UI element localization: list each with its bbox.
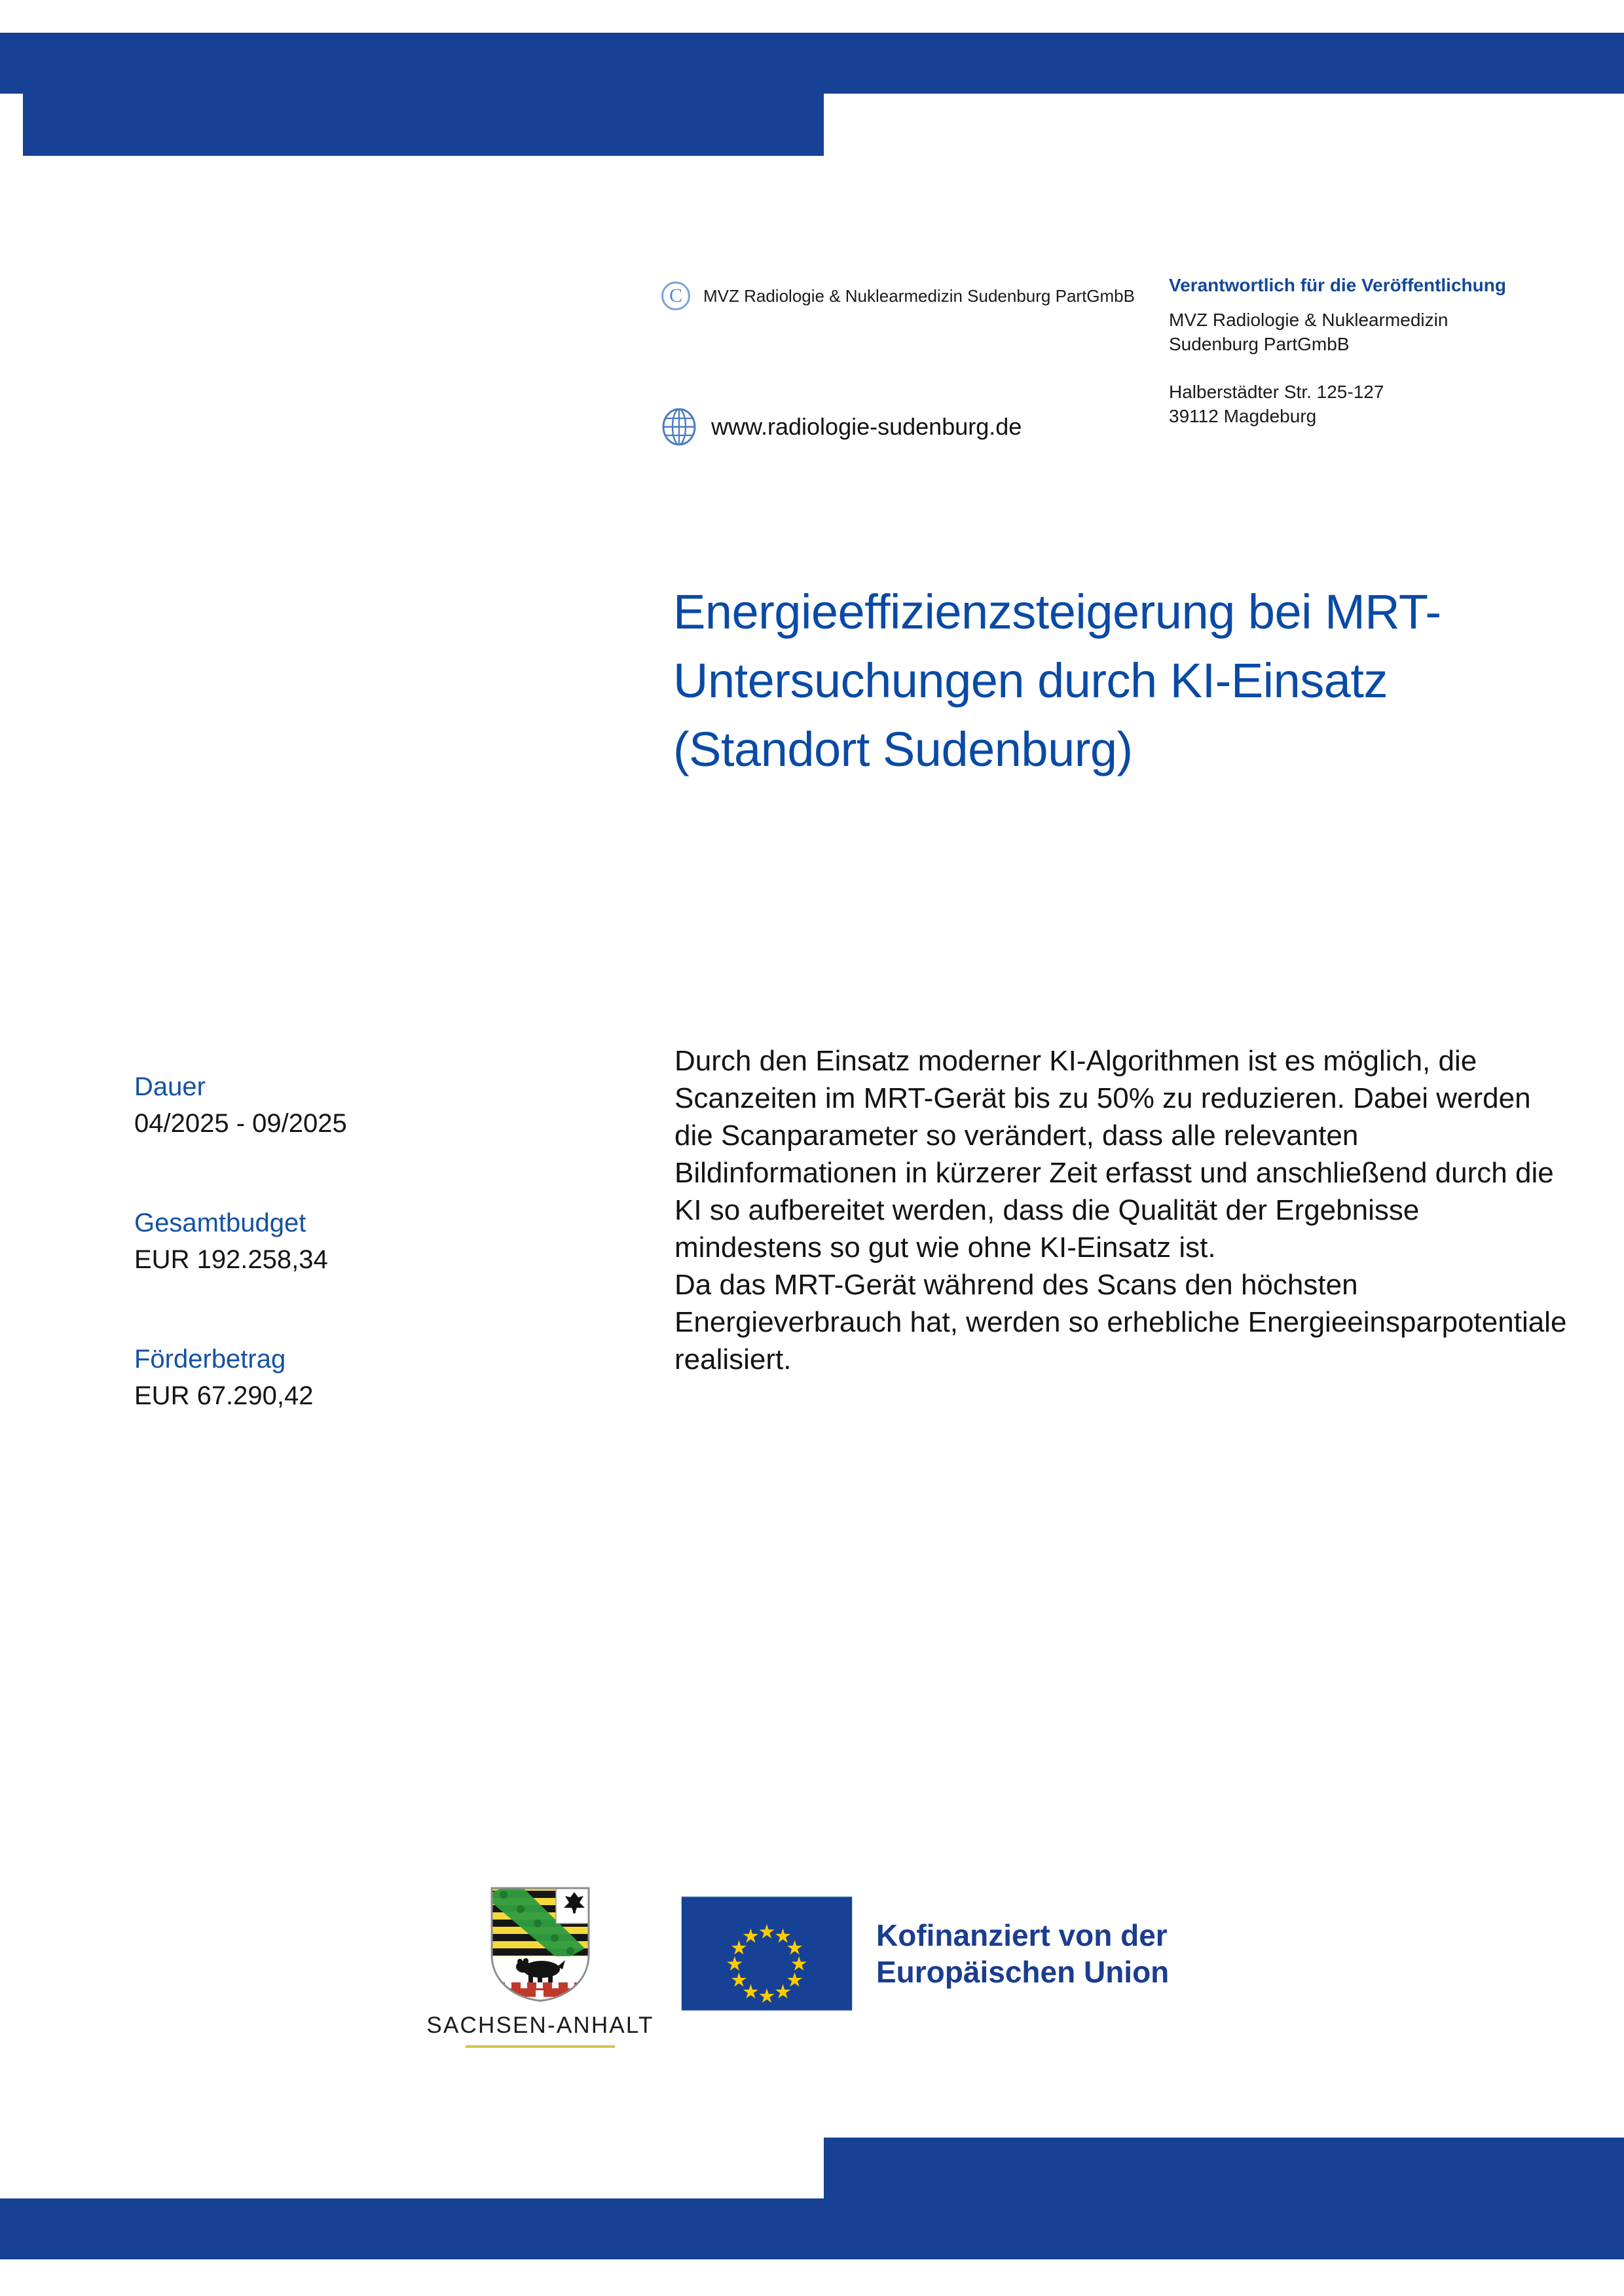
fact-funding-amount-value: EUR 67.290,42 — [134, 1381, 314, 1410]
top-banner-block — [23, 33, 824, 156]
page-title: Energieeffizienzsteigerung bei MRT-Untersuchungen durch KI-Einsatz (Standort Sudenburg) — [673, 585, 1441, 776]
fact-duration — [134, 1071, 593, 1139]
publisher-street: Halberstädter Str. 125-127 — [1169, 381, 1384, 402]
copyright-icon: C — [661, 282, 690, 310]
european-union-flag-icon — [681, 1896, 853, 2011]
bottom-banner-block — [824, 2138, 1624, 2259]
fact-total-budget — [134, 1207, 593, 1275]
sachsen-anhalt-wordmark: SACHSEN-ANHALT — [426, 2013, 654, 2038]
sachsen-anhalt-rule — [466, 2045, 615, 2048]
fact-duration-value: 04/2025 - 09/2025 — [134, 1109, 347, 1138]
project-facts — [134, 1071, 593, 1412]
website-row[interactable] — [661, 408, 1022, 446]
publisher-spacer — [1169, 357, 1588, 380]
fact-funding-amount — [134, 1343, 593, 1412]
project-description — [674, 1042, 1572, 1378]
description-paragraph-1: Durch den Einsatz moderner KI-Algorithmen ist es möglich, die Scanzeiten im MRT-Gerät bis zu 50% zu reduzieren. Dabei werden die Scanparameter so verändert, dass alle relevanten Bildinformationen in kürzerer Zeit erfasst und anschließend durch die KI so aufbereitet werden, dass die Qualität der Ergebnisse mindestens so gut wie ohne KI-Einsatz ist. — [674, 1045, 1554, 1264]
fact-funding-amount-label: Förderbetrag — [134, 1345, 286, 1374]
fact-total-budget-value: EUR 192.258,34 — [134, 1245, 328, 1274]
website-url[interactable]: www.radiologie-sudenburg.de — [711, 413, 1022, 440]
fact-total-budget-label: Gesamtbudget — [134, 1209, 306, 1237]
imprint-section — [661, 274, 1604, 440]
publisher-block — [1169, 274, 1588, 429]
globe-icon — [661, 408, 697, 446]
copyright-row — [661, 282, 1135, 310]
fact-duration-label: Dauer — [134, 1072, 206, 1101]
publisher-city: 39112 Magdeburg — [1169, 405, 1317, 426]
description-paragraph-2: Da das MRT-Gerät während des Scans den höchsten Energieverbrauch hat, werden so erhebliche Energieeinsparpotentiale realisiert. — [674, 1269, 1567, 1376]
sachsen-anhalt-coat-of-arms-icon — [488, 1886, 593, 2003]
footer-logo-row — [426, 1886, 1170, 2048]
eu-cofinancing-logo — [681, 1896, 1169, 2011]
eu-caption-line-2: Europäischen Union — [876, 1955, 1170, 1989]
eu-caption — [876, 1917, 1169, 1990]
copyright-text: MVZ Radiologie & Nuklearmedizin Sudenburg PartGmbB — [703, 285, 1135, 306]
publisher-name-line-2: Sudenburg PartGmbB — [1169, 333, 1350, 354]
sachsen-anhalt-logo — [426, 1886, 654, 2048]
eu-caption-line-1: Kofinanziert von der — [876, 1918, 1168, 1952]
publisher-name-line-1: MVZ Radiologie & Nuklearmedizin — [1169, 310, 1449, 330]
publisher-heading: Verantwortlich für die Veröffentlichung — [1169, 275, 1506, 295]
